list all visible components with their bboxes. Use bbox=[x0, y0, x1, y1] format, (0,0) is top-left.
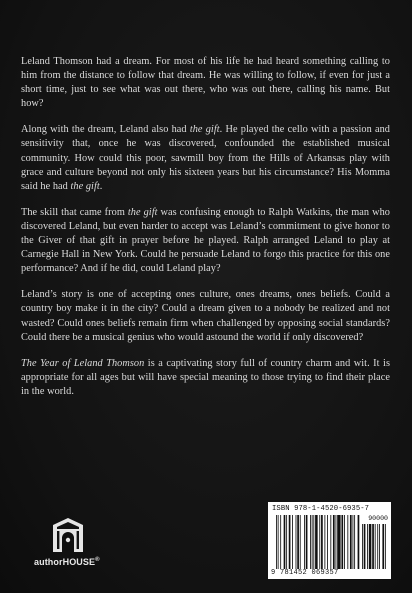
barcode-stripe bbox=[372, 524, 374, 569]
publisher-name bbox=[34, 557, 100, 567]
barcode-stripe bbox=[278, 515, 279, 569]
barcode-stripe bbox=[337, 515, 340, 569]
blurb-paragraph-3 bbox=[21, 206, 390, 276]
addon-bars bbox=[362, 524, 388, 569]
blurb-paragraph-2 bbox=[21, 123, 390, 193]
building-columns-icon bbox=[48, 516, 88, 554]
barcode-stripe bbox=[304, 515, 305, 569]
p3-text-a: The skill that came from bbox=[21, 206, 128, 218]
barcode-stripe bbox=[306, 515, 308, 569]
blurb-paragraph-5 bbox=[21, 357, 390, 399]
publisher-logo bbox=[34, 516, 114, 576]
barcode-stripe bbox=[344, 515, 345, 569]
barcode-stripe bbox=[280, 515, 281, 569]
back-cover-blurb bbox=[21, 55, 390, 411]
barcode-stripe bbox=[347, 515, 348, 569]
barcode-stripe bbox=[353, 515, 354, 569]
barcode-stripe bbox=[375, 524, 376, 569]
barcode-stripe bbox=[354, 515, 355, 569]
barcode-stripe bbox=[333, 515, 335, 569]
ean-digits: 9 781452 069357 bbox=[271, 569, 339, 577]
price-code: 90000 bbox=[368, 515, 388, 522]
p2-emphasis-1: the gift bbox=[189, 124, 220, 136]
isbn-barcode bbox=[268, 502, 391, 579]
barcode-stripe bbox=[377, 524, 378, 569]
isbn-label: ISBN 978-1-4520-6935-7 bbox=[272, 505, 370, 513]
p3-emphasis: the gift bbox=[127, 206, 158, 218]
barcode-stripe bbox=[319, 515, 320, 569]
barcode-stripe bbox=[315, 515, 318, 569]
barcode-stripe bbox=[358, 515, 360, 569]
blurb-paragraph-4: Leland’s story is one of accepting ones culture, ones dreams, ones beliefs. Could a country boy make it in the city? Could a dream given to a nobody be realized and not wasted? Could ones beliefs remain firm when challenged by opposing social standards? Could there be a musical genius who would astound the world if only discovered? bbox=[21, 289, 390, 343]
p2-text-c: . bbox=[99, 180, 103, 192]
barcode-stripe bbox=[330, 515, 331, 569]
barcode-stripe bbox=[292, 515, 293, 569]
barcode-stripe bbox=[324, 515, 325, 569]
book-title-italic: The Year of Leland Thomson bbox=[21, 357, 145, 369]
p2-text-b: . He played the cello with a passion and sensitivity that, once he was discovered, confounded the established musical community. How could this poor, sawmill boy from the Hills of Arkansas play with grace and culture beyond not only his sixteen years but his circumstance? His Momma said he had bbox=[21, 124, 390, 192]
barcode-stripe bbox=[369, 524, 372, 569]
p3-text-b: was confusing enough to Ralph Watkins, the man who discovered Leland, but even harder to accept was Leland’s commitment to give honor to the Giver of that gift in prayer before he played. Ralph arranged Leland to play at Carnegie Hall in New York. Could he persuade Leland to forgo this practice for this one performance? And if he did, could Leland play? bbox=[21, 206, 390, 275]
barcode-stripe bbox=[300, 515, 301, 569]
barcode-stripe bbox=[364, 524, 366, 569]
barcode-stripe bbox=[385, 524, 386, 569]
barcode-stripe bbox=[379, 524, 380, 569]
barcode-stripe bbox=[312, 515, 313, 569]
p2-text-a: Along with the dream, Leland also had bbox=[21, 124, 190, 136]
barcode-stripe bbox=[382, 524, 384, 569]
barcode-stripe bbox=[310, 515, 311, 569]
p5-text-b: is a captivating story full of country charm and wit. It is appropriate for all ages but will have special meaning to those trying to find their place in the world. bbox=[21, 357, 390, 397]
barcode-stripe bbox=[313, 515, 314, 569]
publisher-name-text: authorHOUSE bbox=[34, 557, 96, 567]
barcode-stripe bbox=[297, 515, 299, 569]
p2-emphasis-2: the gift bbox=[70, 180, 100, 192]
barcode-stripe bbox=[350, 515, 352, 569]
ean13-bars bbox=[276, 515, 360, 569]
barcode-stripe bbox=[367, 524, 368, 569]
barcode-stripe bbox=[341, 515, 343, 569]
barcode-stripe bbox=[289, 515, 291, 569]
barcode-stripe bbox=[276, 515, 277, 569]
registered-mark: ® bbox=[95, 557, 100, 563]
barcode-stripe bbox=[336, 515, 337, 569]
barcode-stripe bbox=[286, 515, 287, 569]
barcode-stripe bbox=[321, 515, 323, 569]
barcode-stripe bbox=[296, 515, 297, 569]
blurb-paragraph-1: Leland Thomson had a dream. For most of his life he had heard something calling to him from the distance to follow that dream. He was willing to follow, if even for just a short time, just to see what was out there, who was out there, calling his name. But how? bbox=[21, 56, 390, 110]
barcode-stripe bbox=[284, 515, 286, 569]
barcode-stripe bbox=[362, 524, 363, 569]
barcode-stripe bbox=[327, 515, 328, 569]
